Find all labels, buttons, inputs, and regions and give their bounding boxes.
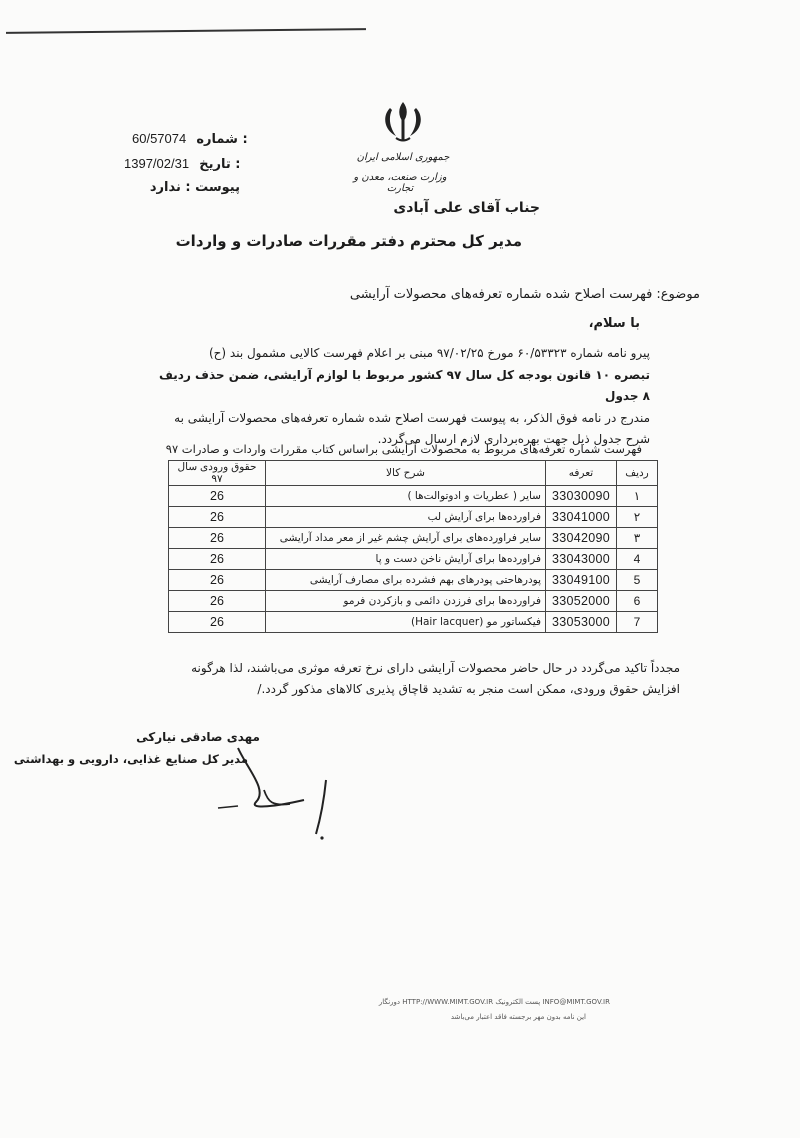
- row-number: 7: [617, 612, 658, 633]
- letter-date-value: 1397/02/31: [124, 156, 190, 171]
- import-duty: 26: [169, 612, 266, 633]
- item-description: پودرهاحتی پودرهای بهم فشرده برای مصارف آرایشی: [266, 570, 546, 591]
- table-row: [169, 612, 658, 633]
- signer-title: مدیر کل صنایع غذایی، دارویی و بهداشتی: [13, 752, 248, 766]
- body-line-2: تبصره ۱۰ قانون بودجه کل سال ۹۷ کشور مربوط با لوازم آرایشی، ضمن حذف ردیف ۸ جدول: [159, 367, 650, 403]
- table-row: [169, 549, 658, 570]
- import-duty: 26: [169, 507, 266, 528]
- letter-attachment-label: پیوست :: [185, 180, 240, 195]
- import-duty: 26: [169, 486, 266, 507]
- row-number: ۱: [617, 486, 658, 507]
- tariff-code: 33043000: [546, 549, 617, 570]
- body-line-3: مندرج در نامه فوق الذکر، به پیوست فهرست اصلاح شده شماره تعرفه‌های محصولات آرایشی به: [174, 410, 650, 425]
- item-description: سایر فراورده‌های برای آرایش چشم غیر از معر مداد آرایشی: [266, 528, 546, 549]
- letter-attachment-value: ندارد: [149, 180, 181, 195]
- row-number: 4: [617, 549, 658, 570]
- letter-body: [150, 343, 650, 451]
- tariff-code: 33053000: [546, 612, 617, 633]
- tariff-code: 33049100: [546, 570, 617, 591]
- table-title: فهرست شماره تعرفه‌های مربوط به محصولات آرایشی براساس کتاب مقررات واردات و صادرات ۹۷: [165, 442, 642, 456]
- table-row: [169, 507, 658, 528]
- import-duty: 26: [169, 549, 266, 570]
- body-line-1: پیرو نامه شماره ۶۰/۵۳۳۲۳ مورخ ۹۷/۰۲/۲۵ مبنی بر اعلام فهرست کالایی مشمول بند (ح): [208, 346, 650, 360]
- footer-contact-line: INFO@MIMT.GOV.IR پست الکترونیک HTTP://WWW.MIMT.GOV.IR دورنگار: [378, 998, 610, 1006]
- row-number: 6: [617, 591, 658, 612]
- salutation: با سلام،: [588, 316, 640, 331]
- import-duty: 26: [169, 591, 266, 612]
- header-description: شرح کالا: [266, 461, 546, 486]
- letter-number-label: شماره :: [196, 132, 248, 147]
- iran-emblem-icon: [376, 98, 430, 144]
- letter-date-label: تاریخ :: [199, 157, 241, 172]
- body-line-4: شرح جدول ذیل جهت بهره‌برداری لازم ارسال می‌گردد.: [377, 432, 650, 446]
- tariff-code: 33030090: [546, 486, 617, 507]
- item-description: سایر ( عطریات و ادوتوالت‌ها ): [266, 486, 546, 507]
- addressee-title: مدیر کل محترم دفتر مقررات صادرات و واردات: [175, 232, 522, 250]
- table-row: [169, 528, 658, 549]
- letter-date: [124, 156, 240, 172]
- row-number: 5: [617, 570, 658, 591]
- header-tariff: تعرفه: [546, 461, 617, 486]
- letter-subject: موضوع: فهرست اصلاح شده شماره تعرفه‌های محصولات آرایشی: [349, 287, 700, 302]
- closing-line-1: مجدداً تاکید می‌گردد در حال حاضر محصولات آرایشی دارای نرخ تعرفه موثری می‌باشند، لذا هرگونه: [191, 661, 680, 675]
- item-description: فیکساتور مو (Hair lacquer): [266, 612, 546, 633]
- header-duty: حقوق ورودی سال ۹۷: [169, 461, 266, 486]
- header-row-number: ردیف: [617, 461, 658, 486]
- signer-name: مهدی صادقی نیارکی: [136, 730, 260, 744]
- table-row: [169, 570, 658, 591]
- tariff-code: 33042090: [546, 528, 617, 549]
- import-duty: 26: [169, 570, 266, 591]
- table-row: [169, 486, 658, 507]
- row-number: ۲: [617, 507, 658, 528]
- closing-line-2: افزایش حقوق ورودی، ممکن است منجر به تشدید قاچاق پذیری کالاهای مذکور گردد./: [257, 682, 680, 696]
- closing-paragraph: [160, 658, 680, 700]
- table-header-row: [169, 461, 658, 486]
- footer-notice-line: این نامه بدون مهر برجسته فاقد اعتبار می‌باشد: [450, 1013, 586, 1021]
- item-description: فراورده‌ها برای آرایش لب: [266, 507, 546, 528]
- tariff-code: 33041000: [546, 507, 617, 528]
- letter-number: [132, 131, 248, 147]
- ministry-line-2: وزارت صنعت، معدن و تجارت: [353, 172, 447, 194]
- table-row: [169, 591, 658, 612]
- ministry-line-1: جمهوری اسلامی ایران: [356, 152, 450, 163]
- item-description: فراورده‌ها برای فرزدن دائمی و بازکردن فرمو: [266, 591, 546, 612]
- letter-attachment: [150, 180, 240, 195]
- tariff-code: 33052000: [546, 591, 617, 612]
- item-description: فراورده‌ها برای آرایش ناخن دست و پا: [266, 549, 546, 570]
- scan-edge-line: [6, 28, 366, 34]
- tariff-table: [168, 460, 658, 633]
- handwritten-signature: [208, 730, 368, 840]
- row-number: ۳: [617, 528, 658, 549]
- letter-number-value: 60/57074: [132, 131, 187, 146]
- import-duty: 26: [169, 528, 266, 549]
- addressee-name: جناب آقای علی آبادی: [393, 200, 540, 216]
